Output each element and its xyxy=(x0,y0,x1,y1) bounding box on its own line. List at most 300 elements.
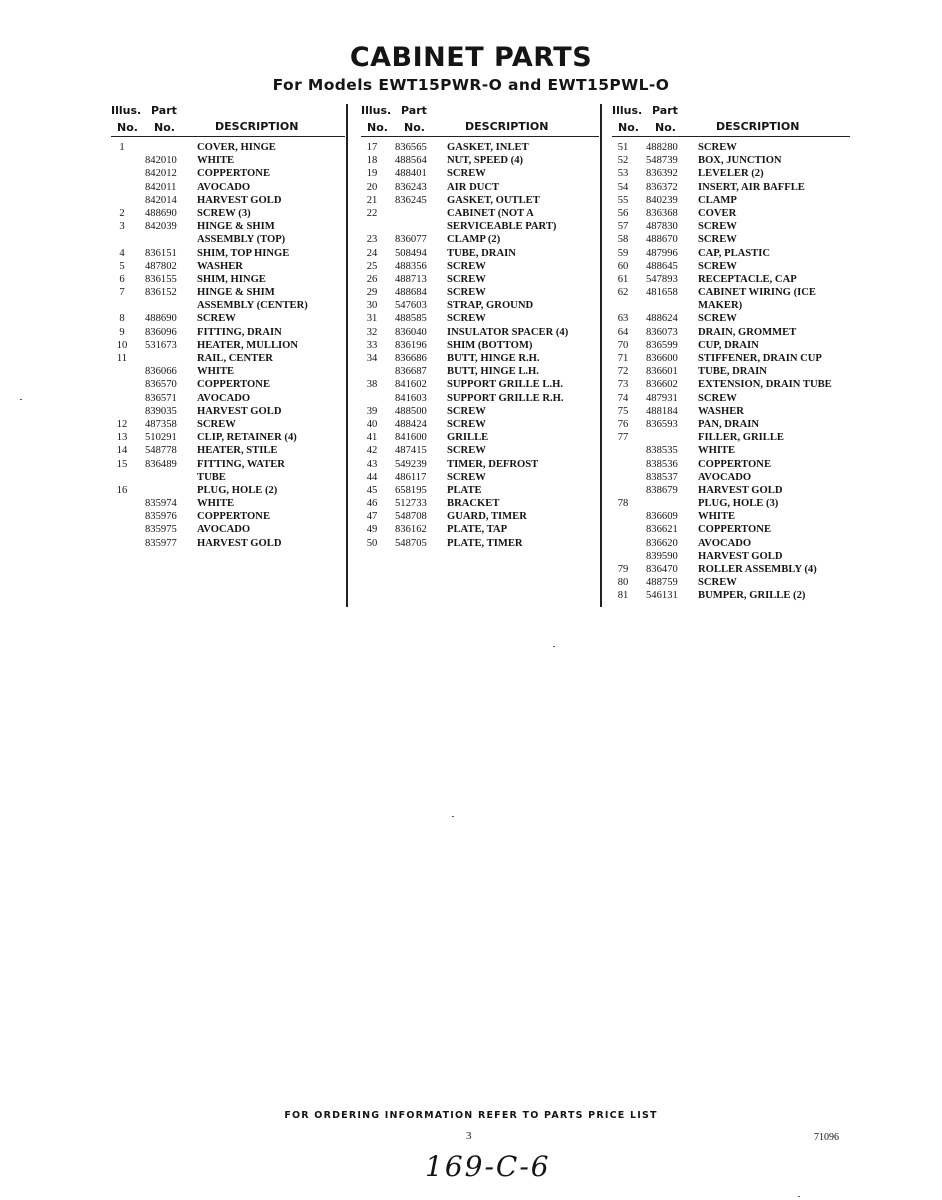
table-row xyxy=(361,471,599,484)
parts-column-3 xyxy=(612,104,850,603)
table-row xyxy=(612,458,850,471)
table-row xyxy=(612,537,850,550)
table-row xyxy=(361,207,599,220)
part-number: 839035 xyxy=(145,405,177,417)
table-row xyxy=(612,418,850,431)
description-header: DESCRIPTION xyxy=(716,120,800,133)
table-row xyxy=(361,352,599,365)
illus-number: 75 xyxy=(617,405,629,417)
table-row xyxy=(361,154,599,167)
part-description: CLAMP (2) xyxy=(447,234,501,246)
part-number: 835977 xyxy=(145,537,177,549)
table-row xyxy=(361,392,599,405)
illus-number: 3 xyxy=(119,221,125,233)
part-number: 488280 xyxy=(646,142,678,153)
part-description: SHIM, TOP HINGE xyxy=(197,247,290,259)
part-number: 836599 xyxy=(646,339,678,351)
part-description: WHITE xyxy=(698,445,736,457)
part-number: 840239 xyxy=(646,194,678,206)
part-description: WHITE xyxy=(197,155,235,167)
part-number: 487830 xyxy=(646,221,678,233)
part-number: 836243 xyxy=(395,181,427,193)
table-row xyxy=(612,444,850,457)
table-row xyxy=(361,484,599,497)
table-row xyxy=(111,181,345,194)
parts-list xyxy=(612,141,850,603)
part-number: 510291 xyxy=(145,432,177,444)
part-number: 487996 xyxy=(646,247,678,259)
part-no-header: No. xyxy=(154,121,175,134)
illus-number: 64 xyxy=(617,326,629,338)
part-description: HEATER, MULLION xyxy=(197,339,299,351)
column-header xyxy=(612,104,850,137)
part-number: 836686 xyxy=(395,353,427,364)
illus-number: 38 xyxy=(366,379,378,391)
illus-number: 77 xyxy=(617,432,629,444)
part-number: 547603 xyxy=(395,300,427,312)
parts-list xyxy=(111,141,345,550)
table-row xyxy=(111,154,345,167)
illus-number: 52 xyxy=(617,155,629,167)
part-description: GASKET, OUTLET xyxy=(447,194,540,206)
table-row xyxy=(111,247,345,260)
illus-number: 1 xyxy=(119,142,125,153)
part-number: 488684 xyxy=(395,287,427,299)
table-row xyxy=(111,167,345,180)
illus-header: Illus. xyxy=(361,104,392,117)
part-number: 836066 xyxy=(145,366,177,378)
illus-number: 70 xyxy=(617,339,629,351)
table-row xyxy=(111,273,345,286)
part-number: 836593 xyxy=(646,418,678,430)
part-number: 488759 xyxy=(646,577,678,589)
illus-number: 11 xyxy=(116,353,128,364)
illus-number: 20 xyxy=(366,181,378,193)
table-row xyxy=(361,339,599,352)
table-row xyxy=(111,286,345,299)
table-row xyxy=(361,247,599,260)
part-description: FILLER, GRILLE xyxy=(698,432,784,444)
part-description: SCREW xyxy=(447,273,486,285)
illus-number: 8 xyxy=(119,313,125,325)
part-number: 842011 xyxy=(145,181,177,193)
table-row xyxy=(361,431,599,444)
part-number: 841602 xyxy=(395,379,427,391)
part-description: SCREW xyxy=(698,577,737,589)
part-number: 836392 xyxy=(646,168,678,180)
part-number: 488670 xyxy=(646,234,678,246)
illus-number: 39 xyxy=(366,405,378,417)
table-row xyxy=(612,233,850,246)
table-row xyxy=(612,220,850,233)
part-number: 841600 xyxy=(395,432,427,444)
table-row xyxy=(111,537,345,550)
part-number: 836570 xyxy=(145,379,177,391)
part-description: HARVEST GOLD xyxy=(197,405,282,417)
part-description: HARVEST GOLD xyxy=(698,550,783,562)
part-description: SUPPORT GRILLE R.H. xyxy=(447,392,564,404)
part-description: GRILLE xyxy=(447,432,489,444)
part-description: AVOCADO xyxy=(197,524,251,536)
part-description: WHITE xyxy=(197,498,235,510)
table-row xyxy=(111,523,345,536)
part-number: 836372 xyxy=(646,181,678,193)
illus-header: Illus. xyxy=(612,104,643,117)
part-description: SERVICEABLE PART) xyxy=(447,221,557,233)
part-description: COPPERTONE xyxy=(698,458,772,470)
part-description: ROLLER ASSEMBLY (4) xyxy=(698,564,817,575)
illus-number: 25 xyxy=(366,260,378,272)
illus-number: 45 xyxy=(366,484,378,496)
illus-number: 21 xyxy=(366,194,378,206)
illus-number: 81 xyxy=(617,590,629,602)
illus-number: 54 xyxy=(617,181,629,193)
part-description: FITTING, DRAIN xyxy=(197,326,282,338)
part-description: HARVEST GOLD xyxy=(698,484,783,496)
part-description: SHIM (BOTTOM) xyxy=(447,339,533,351)
part-header: Part xyxy=(652,104,678,117)
part-number: 658195 xyxy=(395,484,427,496)
part-number: 838535 xyxy=(646,445,678,457)
part-description: TUBE, DRAIN xyxy=(698,366,767,378)
table-row xyxy=(111,471,345,484)
part-description: CLIP, RETAINER (4) xyxy=(197,432,297,444)
part-number: 486117 xyxy=(395,471,427,483)
illus-number: 14 xyxy=(116,445,128,457)
illus-number: 62 xyxy=(617,287,629,299)
table-row xyxy=(612,154,850,167)
part-number: 488424 xyxy=(395,418,427,430)
part-number: 836600 xyxy=(646,353,678,364)
table-row xyxy=(361,444,599,457)
illus-number: 4 xyxy=(119,247,125,259)
table-row xyxy=(361,458,599,471)
table-row xyxy=(612,260,850,273)
table-row xyxy=(612,392,850,405)
illus-number: 7 xyxy=(119,287,125,299)
table-row xyxy=(111,418,345,431)
part-description: HINGE & SHIM xyxy=(197,287,275,299)
part-description: PLATE, TIMER xyxy=(447,537,523,549)
illus-number: 18 xyxy=(366,155,378,167)
table-row xyxy=(361,378,599,391)
illus-number: 42 xyxy=(366,445,378,457)
part-description: PLATE, TAP xyxy=(447,524,508,536)
table-row xyxy=(612,550,850,563)
part-description: COVER xyxy=(698,207,737,219)
part-number: 836196 xyxy=(395,339,427,351)
illus-number: 53 xyxy=(617,168,629,180)
part-number: 836040 xyxy=(395,326,427,338)
table-row xyxy=(361,286,599,299)
illus-number: 74 xyxy=(617,392,629,404)
part-description: CLAMP xyxy=(698,194,737,206)
column-header xyxy=(111,104,345,137)
part-description: AVOCADO xyxy=(698,537,752,549)
table-row xyxy=(111,444,345,457)
part-number: 836151 xyxy=(145,247,177,259)
illus-number: 59 xyxy=(617,247,629,259)
table-row xyxy=(612,589,850,602)
part-description: SCREW xyxy=(447,313,486,325)
part-number: 488624 xyxy=(646,313,678,325)
table-row xyxy=(612,312,850,325)
table-row xyxy=(361,220,599,233)
part-number: 836162 xyxy=(395,524,427,536)
part-number: 838536 xyxy=(646,458,678,470)
part-number: 487358 xyxy=(145,418,177,430)
part-number: 488690 xyxy=(145,207,177,219)
illus-number: 22 xyxy=(366,207,378,219)
table-row xyxy=(111,431,345,444)
table-row xyxy=(361,273,599,286)
part-description: COPPERTONE xyxy=(197,379,271,391)
illus-number: 79 xyxy=(617,564,629,575)
table-row xyxy=(111,497,345,510)
part-description: STIFFENER, DRAIN CUP xyxy=(698,353,822,364)
part-description: SCREW xyxy=(447,471,486,483)
illus-number: 80 xyxy=(617,577,629,589)
illus-number: 9 xyxy=(119,326,125,338)
part-number: 508494 xyxy=(395,247,427,259)
table-row xyxy=(111,365,345,378)
part-description: AVOCADO xyxy=(698,471,752,483)
illus-number: 26 xyxy=(366,273,378,285)
table-row xyxy=(612,497,850,510)
description-header: DESCRIPTION xyxy=(465,120,549,133)
part-description: DRAIN, GROMMET xyxy=(698,326,797,338)
part-number: 547893 xyxy=(646,273,678,285)
part-header: Part xyxy=(401,104,427,117)
column-header xyxy=(361,104,599,137)
part-number: 842039 xyxy=(145,221,177,233)
illus-number: 24 xyxy=(366,247,378,259)
table-row xyxy=(111,392,345,405)
table-row xyxy=(361,299,599,312)
table-row xyxy=(612,576,850,589)
table-row xyxy=(612,365,850,378)
illus-number: 2 xyxy=(119,207,125,219)
illus-no-header: No. xyxy=(117,121,138,134)
part-number: 546131 xyxy=(646,590,678,602)
illus-number: 41 xyxy=(366,432,378,444)
part-description: PLUG, HOLE (2) xyxy=(197,484,278,496)
part-description: SCREW xyxy=(447,260,486,272)
part-description: RECEPTACLE, CAP xyxy=(698,273,797,285)
handwritten-note: 169-C-6 xyxy=(425,1150,551,1183)
part-number: 842014 xyxy=(145,194,177,206)
illus-number: 61 xyxy=(617,273,629,285)
part-number: 549239 xyxy=(395,458,427,470)
table-row xyxy=(361,194,599,207)
page-number: 3 xyxy=(466,1130,472,1142)
table-row xyxy=(612,167,850,180)
part-number: 839590 xyxy=(646,550,678,562)
table-row xyxy=(361,141,599,154)
illus-number: 57 xyxy=(617,221,629,233)
part-number: 836077 xyxy=(395,234,427,246)
part-description: SCREW xyxy=(447,445,486,457)
part-number: 488564 xyxy=(395,155,427,167)
part-description: GASKET, INLET xyxy=(447,142,529,153)
part-number: 836368 xyxy=(646,207,678,219)
part-number: 488645 xyxy=(646,260,678,272)
illus-number: 23 xyxy=(366,234,378,246)
illus-number: 44 xyxy=(366,471,378,483)
part-number: 836073 xyxy=(646,326,678,338)
part-description: FITTING, WATER xyxy=(197,458,285,470)
part-description: INSERT, AIR BAFFLE xyxy=(698,181,805,193)
part-no-header: No. xyxy=(404,121,425,134)
illus-number: 32 xyxy=(366,326,378,338)
table-row xyxy=(612,510,850,523)
part-description: SCREW xyxy=(698,392,737,404)
parts-list xyxy=(361,141,599,550)
illus-number: 50 xyxy=(366,537,378,549)
table-row xyxy=(612,181,850,194)
part-number: 488401 xyxy=(395,168,427,180)
part-description: SCREW xyxy=(197,313,236,325)
table-row xyxy=(361,181,599,194)
illus-number: 33 xyxy=(366,339,378,351)
illus-number: 71 xyxy=(617,353,629,364)
table-row xyxy=(612,299,850,312)
part-number: 488184 xyxy=(646,405,678,417)
table-row xyxy=(111,141,345,154)
part-description: COPPERTONE xyxy=(197,168,271,180)
part-description: SCREW xyxy=(447,418,486,430)
part-number: 836565 xyxy=(395,142,427,153)
part-number: 488690 xyxy=(145,313,177,325)
part-description: SCREW xyxy=(698,313,737,325)
illus-number: 19 xyxy=(366,168,378,180)
table-row xyxy=(361,260,599,273)
part-header: Part xyxy=(151,104,177,117)
table-row xyxy=(111,378,345,391)
table-row xyxy=(111,352,345,365)
part-number: 548708 xyxy=(395,511,427,523)
part-description: ASSEMBLY (CENTER) xyxy=(197,300,308,312)
illus-number: 46 xyxy=(366,498,378,510)
part-description: SCREW (3) xyxy=(197,207,251,219)
scan-speck xyxy=(553,646,555,647)
part-description: WASHER xyxy=(197,260,243,272)
part-description: WASHER xyxy=(698,405,744,417)
illus-number: 10 xyxy=(116,339,128,351)
illus-number: 5 xyxy=(119,260,125,272)
table-row xyxy=(111,339,345,352)
scan-speck xyxy=(798,1196,800,1197)
part-description: HARVEST GOLD xyxy=(197,194,282,206)
illus-number: 76 xyxy=(617,418,629,430)
part-description: TUBE, DRAIN xyxy=(447,247,516,259)
part-description: ASSEMBLY (TOP) xyxy=(197,234,286,246)
illus-number: 34 xyxy=(366,353,378,364)
part-description: CABINET (NOT A xyxy=(447,207,534,219)
table-row xyxy=(111,233,345,246)
illus-number: 30 xyxy=(366,300,378,312)
part-description: BOX, JUNCTION xyxy=(698,155,782,167)
illus-number: 6 xyxy=(119,273,125,285)
illus-number: 51 xyxy=(617,142,629,153)
part-description: SHIM, HINGE xyxy=(197,273,266,285)
part-description: SCREW xyxy=(447,287,486,299)
part-description: BUMPER, GRILLE (2) xyxy=(698,590,806,602)
part-number: 488585 xyxy=(395,313,427,325)
illus-number: 29 xyxy=(366,287,378,299)
part-number: 487931 xyxy=(646,392,678,404)
table-row xyxy=(612,339,850,352)
part-number: 842010 xyxy=(145,155,177,167)
part-description: EXTENSION, DRAIN TUBE xyxy=(698,379,832,391)
part-description: BUTT, HINGE L.H. xyxy=(447,366,539,378)
table-row xyxy=(612,286,850,299)
part-number: 838679 xyxy=(646,484,678,496)
table-row xyxy=(612,247,850,260)
part-description: BUTT, HINGE R.H. xyxy=(447,353,540,364)
part-description: SUPPORT GRILLE L.H. xyxy=(447,379,563,391)
table-row xyxy=(111,194,345,207)
table-row xyxy=(612,273,850,286)
illus-number: 58 xyxy=(617,234,629,246)
part-description: INSULATOR SPACER (4) xyxy=(447,326,569,338)
table-row xyxy=(612,523,850,536)
part-description: NUT, SPEED (4) xyxy=(447,155,524,167)
part-description: WHITE xyxy=(698,511,736,523)
table-row xyxy=(612,431,850,444)
table-row xyxy=(111,220,345,233)
table-row xyxy=(111,312,345,325)
illus-number: 47 xyxy=(366,511,378,523)
table-row xyxy=(612,141,850,154)
illus-number: 55 xyxy=(617,194,629,206)
part-number: 841603 xyxy=(395,392,427,404)
part-description: COPPERTONE xyxy=(698,524,772,536)
illus-no-header: No. xyxy=(367,121,388,134)
table-row xyxy=(111,326,345,339)
illus-number: 31 xyxy=(366,313,378,325)
table-row xyxy=(361,167,599,180)
table-row xyxy=(111,405,345,418)
table-row xyxy=(361,326,599,339)
part-number: 836152 xyxy=(145,287,177,299)
illus-number: 17 xyxy=(366,142,378,153)
part-description: STRAP, GROUND xyxy=(447,300,534,312)
scan-speck xyxy=(452,816,454,817)
table-row xyxy=(111,207,345,220)
part-description: PLATE xyxy=(447,484,482,496)
part-number: 481658 xyxy=(646,287,678,299)
illus-number: 72 xyxy=(617,366,629,378)
part-number: 531673 xyxy=(145,339,177,351)
part-number: 548705 xyxy=(395,537,427,549)
table-row xyxy=(361,405,599,418)
table-row xyxy=(612,207,850,220)
part-number: 836601 xyxy=(646,366,678,378)
part-description: TUBE xyxy=(197,471,226,483)
part-number: 836687 xyxy=(395,366,427,378)
part-description: AVOCADO xyxy=(197,392,251,404)
part-number: 836470 xyxy=(646,564,678,575)
table-row xyxy=(612,352,850,365)
part-description: PAN, DRAIN xyxy=(698,418,760,430)
part-number: 836609 xyxy=(646,511,678,523)
models-subtitle: For Models EWT15PWR-O and EWT15PWL-O xyxy=(272,76,670,94)
illus-number: 63 xyxy=(617,313,629,325)
parts-column-1 xyxy=(111,104,345,550)
part-number: 836489 xyxy=(145,458,177,470)
part-number: 548778 xyxy=(145,445,177,457)
